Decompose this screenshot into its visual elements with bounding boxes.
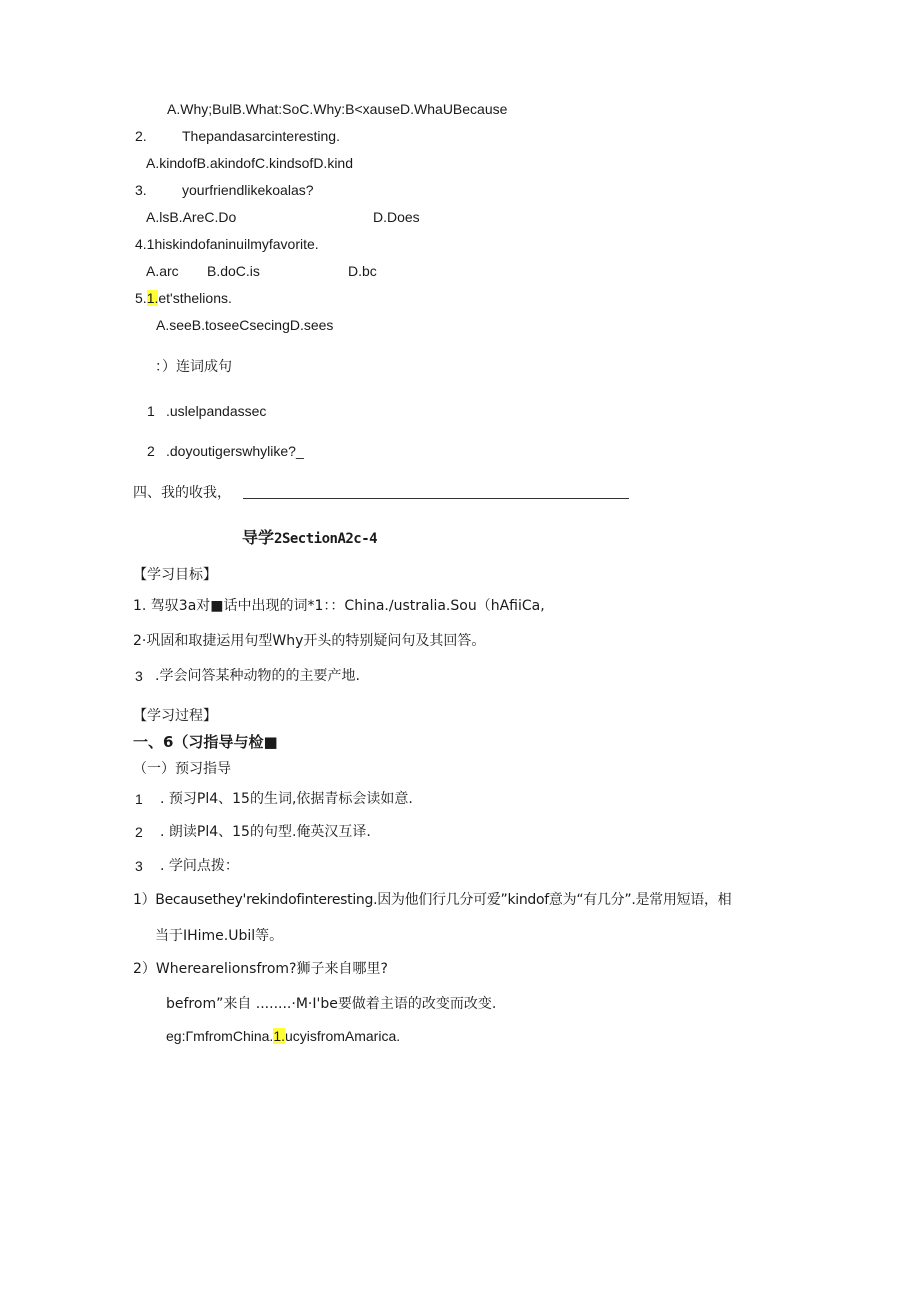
q4-option-d: D.bc	[348, 263, 377, 279]
guide-title-en: 2SectionA2c-4	[274, 531, 378, 547]
q4-text: 4.1hiskindofaninuilmyfavorite.	[135, 236, 319, 252]
point-1-continued: 当于IHime.Ubil等。	[155, 928, 284, 944]
q2-text: Thepandasarcinteresting.	[182, 128, 340, 144]
step-1-text: . 预习Pl4、15的生词,依据青标会读如意.	[160, 791, 413, 807]
section-1-heading: 一、6（习指导与检■	[133, 733, 278, 751]
q2-number: 2.	[135, 128, 147, 144]
guide-title	[242, 528, 377, 549]
q5-prefix: 5.	[135, 290, 147, 306]
part4-label: 四、我的收我，	[133, 485, 231, 501]
part3-s2-number: 2	[147, 443, 155, 459]
part3-s2-text: .doyoutigerswhylike?_	[166, 443, 304, 459]
q4-options-bc: B.doC.is	[207, 263, 260, 279]
q3-options-abc: A.lsB.AreC.Do	[146, 209, 237, 225]
part4-answer-line	[243, 498, 629, 499]
example-rest: ucyisfromAmarica.	[285, 1028, 401, 1044]
example-line	[166, 1027, 400, 1045]
example-highlight: 1.	[273, 1028, 285, 1044]
q4-option-a: A.arc	[146, 263, 179, 279]
goal-1: 1. 驾驭3a对■话中出现的词*1：：China.∕ustralia.Sou（hAfiiCa,	[133, 598, 545, 614]
q5-rest: et'sthelions.	[158, 290, 232, 306]
guide-title-zh: 导学	[242, 528, 275, 547]
point-2-note: befrom”来自 ........·M·I'be要做着主语的改变而改变.	[166, 996, 497, 1012]
part3-s1-number: 1	[147, 403, 155, 419]
goal-2: 2·巩固和取捷运用句型Why开头的特别疑问句及其回答。	[133, 633, 486, 649]
step-2-text: . 朗读Pl4、15的句型.俺英汉互译.	[160, 824, 371, 840]
point-2: 2）Wherearelionsfrom?狮子来自哪里?	[133, 961, 388, 977]
step-3-text: . 学问点拨：	[160, 858, 239, 874]
q3-text: yourfriendlikekoalas?	[182, 182, 314, 198]
q5-highlight: 1.	[146, 290, 159, 306]
q3-number: 3.	[135, 182, 147, 198]
point-1: 1）Becausethey'rekindofinteresting.因为他们行几分可爱”kindof意为“有几分”.是常用短语，相	[133, 892, 732, 908]
process-heading: 【学习过程】	[133, 708, 217, 724]
q3-option-d: D.Does	[373, 209, 420, 225]
part3-s1-text: .uslelpandassec	[166, 403, 267, 419]
example-prefix: eg:Γmfrom	[166, 1028, 233, 1044]
goals-heading: 【学习目标】	[133, 567, 217, 583]
goal-3-text: .学会问答某种动物的的主要产地.	[155, 668, 360, 684]
part3-heading: ：）连词成句	[155, 359, 232, 375]
step-3-number: 3	[135, 858, 143, 874]
q5-options: A.seeB.toseeCsecingD.sees	[156, 317, 334, 333]
q5-line	[135, 289, 232, 307]
subsection-1-heading: （一）预习指导	[133, 761, 231, 777]
q2-options: A.kindofB.akindofC.kindsofD.kind	[146, 155, 353, 171]
goal-3-number: 3	[135, 668, 143, 684]
q1-options: A.Why;BulB.What:SoC.Why:B<xauseD.WhaUBecause	[167, 101, 508, 117]
example-mid: China.	[232, 1028, 274, 1044]
step-2-number: 2	[135, 824, 143, 840]
step-1-number: 1	[135, 791, 143, 807]
